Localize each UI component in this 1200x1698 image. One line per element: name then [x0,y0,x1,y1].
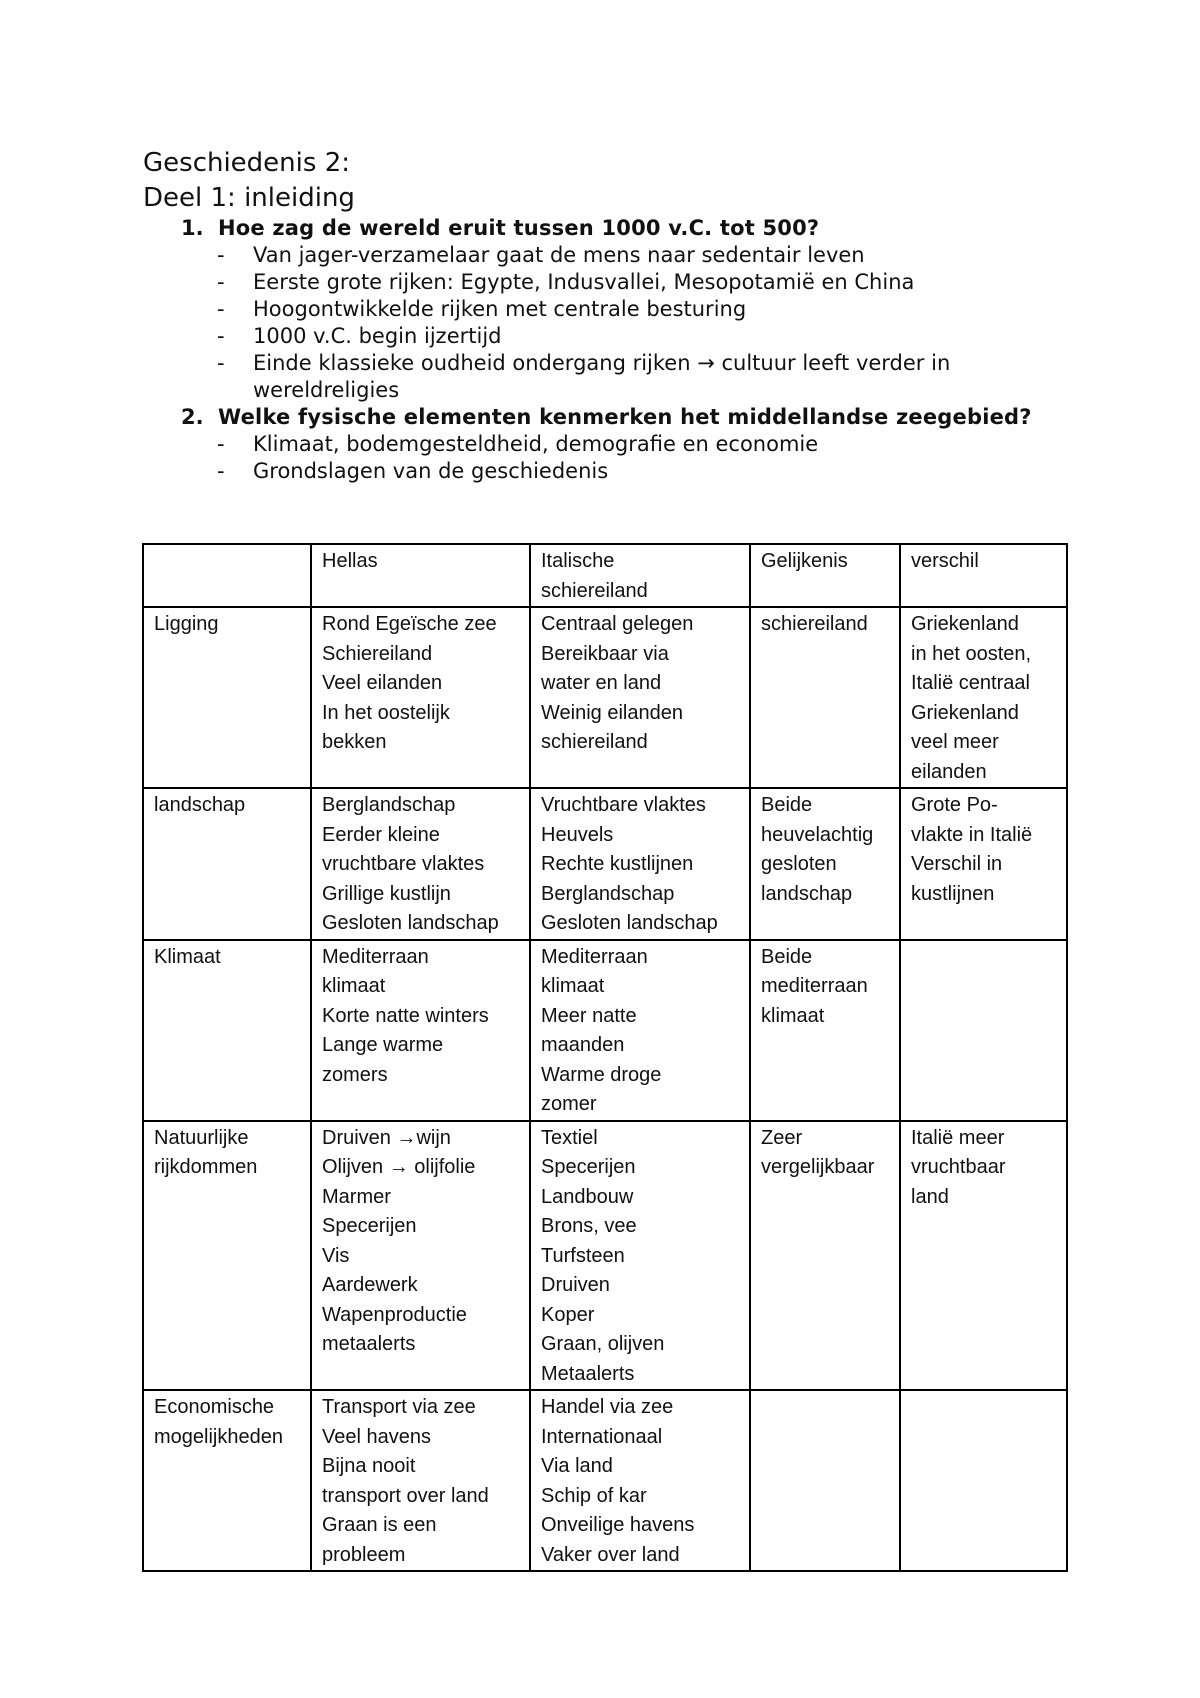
table-cell: Griekenland in het oosten, Italië centraal Griekenland veel meer eilanden [900,607,1067,788]
table-cell [900,940,1067,1121]
table-row [143,1121,1067,1391]
table-cell: Mediterraan klimaat Korte natte winters Lange warme zomers [311,940,530,1121]
table-cell: Berglandschap Eerder kleine vruchtbare vlaktes Grillige kustlijn Gesloten landschap [311,788,530,940]
row-label: Ligging [143,607,311,788]
dash-bullet-icon: - [217,459,225,483]
header-cell-empty [143,544,311,607]
comparison-table [142,543,1068,1572]
table-cell: Handel via zee Internationaal Via land Schip of kar Onveilige havens Vaker over land [530,1390,750,1571]
dash-bullet-icon: - [217,351,225,375]
table-cell: schiereiland [750,607,900,788]
table-row [143,607,1067,788]
table-cell: Zeer vergelijkbaar [750,1121,900,1391]
list-item-text: Klimaat, bodemgesteldheid, demografie en economie [253,432,819,456]
table-cell: Centraal gelegen Bereikbaar via water en land Weinig eilanden schiereiland [530,607,750,788]
list-item-text: 1000 v.C. begin ijzertijd [253,324,502,348]
row-label: landschap [143,788,311,940]
table-cell: Beide heuvelachtig gesloten landschap [750,788,900,940]
table-header-row [143,544,1067,607]
header-cell-italische-schiereiland: Italische schiereiland [530,544,750,607]
question-1 [143,215,1063,242]
table-cell [900,1390,1067,1571]
list-item [143,350,1063,404]
list-item [143,242,1063,269]
question-text: Welke fysische elementen kenmerken het middellandse zeegebied? [218,405,1032,429]
question-text: Hoe zag de wereld eruit tussen 1000 v.C. tot 500? [218,216,820,240]
dash-bullet-icon: - [217,270,225,294]
table-cell: Mediterraan klimaat Meer natte maanden Warme droge zomer [530,940,750,1121]
table-row [143,788,1067,940]
section-heading: Deel 1: inleiding [143,183,355,213]
list-item-text: Eerste grote rijken: Egypte, Indusvallei, Mesopotamië en China [253,270,915,294]
table-cell: Rond Egeïsche zee Schiereiland Veel eilanden In het oostelijk bekken [311,607,530,788]
question-list [143,215,1063,485]
list-item-text: Hoogontwikkelde rijken met centrale besturing [253,297,747,321]
table-cell: Vruchtbare vlaktes Heuvels Rechte kustlijnen Berglandschap Gesloten landschap [530,788,750,940]
row-label: Economische mogelijkheden [143,1390,311,1571]
question-number: 2. [181,405,204,429]
list-item [143,323,1063,350]
dash-bullet-icon: - [217,324,225,348]
dash-bullet-icon: - [217,432,225,456]
table-cell: Druiven →wijn Olijven → olijfolie Marmer Specerijen Vis Aardewerk Wapenproductie metaalerts [311,1121,530,1391]
list-item-text: Van jager-verzamelaar gaat de mens naar sedentair leven [253,243,865,267]
row-label: Klimaat [143,940,311,1121]
list-item-text: Grondslagen van de geschiedenis [253,459,609,483]
list-item [143,458,1063,485]
table-cell: Beide mediterraan klimaat [750,940,900,1121]
question-2 [143,404,1063,431]
header-cell-hellas: Hellas [311,544,530,607]
table-row [143,1390,1067,1571]
header-cell-verschil: verschil [900,544,1067,607]
list-item [143,296,1063,323]
list-item-text: Einde klassieke oudheid ondergang rijken → cultuur leeft verder in wereldreligies [253,351,951,402]
list-item [143,269,1063,296]
document-title: Geschiedenis 2: [143,148,350,178]
question-number: 1. [181,216,204,240]
row-label: Natuurlijke rijkdommen [143,1121,311,1391]
table-cell: Textiel Specerijen Landbouw Brons, vee Turfsteen Druiven Koper Graan, olijven Metaalerts [530,1121,750,1391]
table-cell: Grote Po- vlakte in Italië Verschil in kustlijnen [900,788,1067,940]
header-cell-gelijkenis: Gelijkenis [750,544,900,607]
dash-bullet-icon: - [217,297,225,321]
list-item [143,431,1063,458]
table-cell: Transport via zee Veel havens Bijna nooit transport over land Graan is een probleem [311,1390,530,1571]
dash-bullet-icon: - [217,243,225,267]
table-cell [750,1390,900,1571]
table-row [143,940,1067,1121]
table-cell: Italië meer vruchtbaar land [900,1121,1067,1391]
